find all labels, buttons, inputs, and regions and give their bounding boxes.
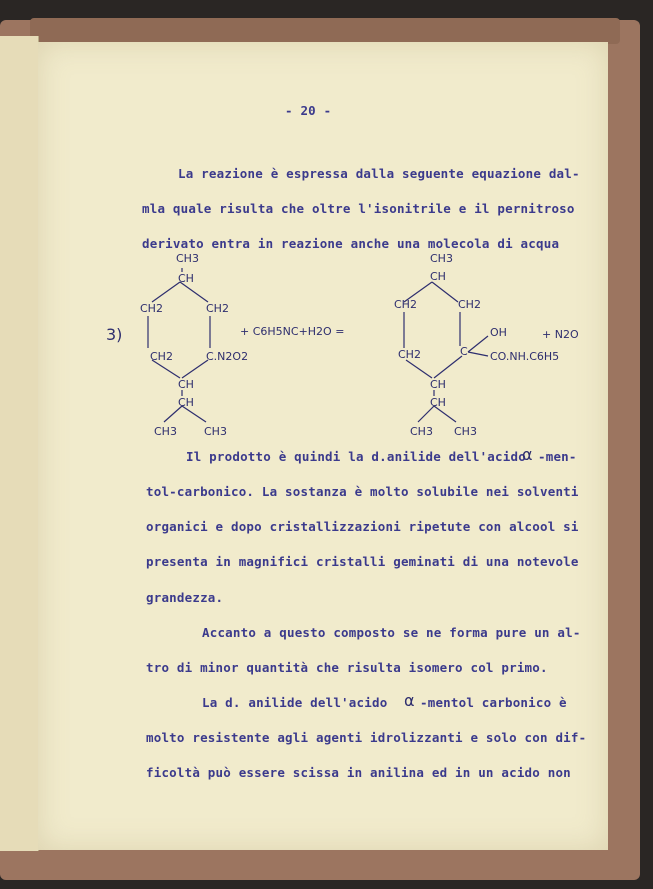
text-line-4: Il prodotto è quindi la d.anilide dell'acido [186, 449, 526, 464]
right-ch3-bl: CH3 [410, 425, 433, 438]
text-line-5: tol-carbonico. La sostanza è molto solubile nei solventi [146, 484, 579, 499]
text-line-13: ficoltà può essere scissa in anilina ed in un acido non [146, 765, 571, 780]
left-ch2-lower: CH2 [150, 350, 173, 363]
left-c-n2o2: C.N2O2 [206, 350, 249, 363]
reagents: + C6H5NC+H2O = [240, 325, 345, 338]
text-line-11b: -mentol carbonico è [420, 695, 567, 710]
left-ch-bottom: CH [178, 378, 194, 391]
right-ch3-top: CH3 [430, 252, 453, 265]
right-ch2-left: CH2 [394, 298, 417, 311]
left-ch2-left: CH2 [140, 302, 163, 315]
left-ch2-right: CH2 [206, 302, 229, 315]
text-line-11: La d. anilide dell'acido [202, 695, 388, 710]
left-ch3-bl: CH3 [154, 425, 177, 438]
right-c: C [460, 345, 468, 358]
right-oh: OH [490, 326, 507, 339]
page-number: - 20 - [285, 103, 332, 118]
left-ch3-top: CH3 [176, 252, 199, 265]
text-line-7: presenta in magnifici cristalli geminati di una notevole [146, 554, 579, 569]
text-line-3: derivato entra in reazione anche una molecola di acqua [142, 236, 560, 251]
text-line-12: molto resistente agli agenti idrolizzanti e solo con dif- [146, 730, 587, 745]
text-line-9: Accanto a questo composto se ne forma pure un al- [202, 625, 581, 640]
right-ch2-lower: CH2 [398, 348, 421, 361]
equation-number: 3) [106, 325, 123, 344]
right-ch3-br: CH3 [454, 425, 477, 438]
left-ch3-br: CH3 [204, 425, 227, 438]
right-ch-bottom2: CH [430, 396, 446, 409]
alpha-symbol-1: α [522, 445, 533, 464]
text-line-6: organici e dopo cristallizzazioni ripetute con alcool si [146, 519, 579, 534]
right-ch-bottom: CH [430, 378, 446, 391]
right-co-nh: CO.NH.C6H5 [490, 350, 560, 363]
product-n2o: + N2O [542, 328, 579, 341]
text-line-8: grandezza. [146, 590, 224, 605]
left-ch-bottom2: CH [178, 396, 194, 409]
text-line-1: La reazione è espressa dalla seguente equazione dal- [178, 166, 580, 181]
left-ch-top: CH [178, 272, 194, 285]
alpha-symbol-2: α [404, 691, 415, 710]
text-line-10: tro di minor quantità che risulta isomero col primo. [146, 660, 548, 675]
text-line-4b: -men- [538, 449, 577, 464]
right-ch-top: CH [430, 270, 446, 283]
right-ch2-right: CH2 [458, 298, 481, 311]
text-line-2: mla quale risulta che oltre l'isonitrile e il pernitroso [142, 201, 575, 216]
